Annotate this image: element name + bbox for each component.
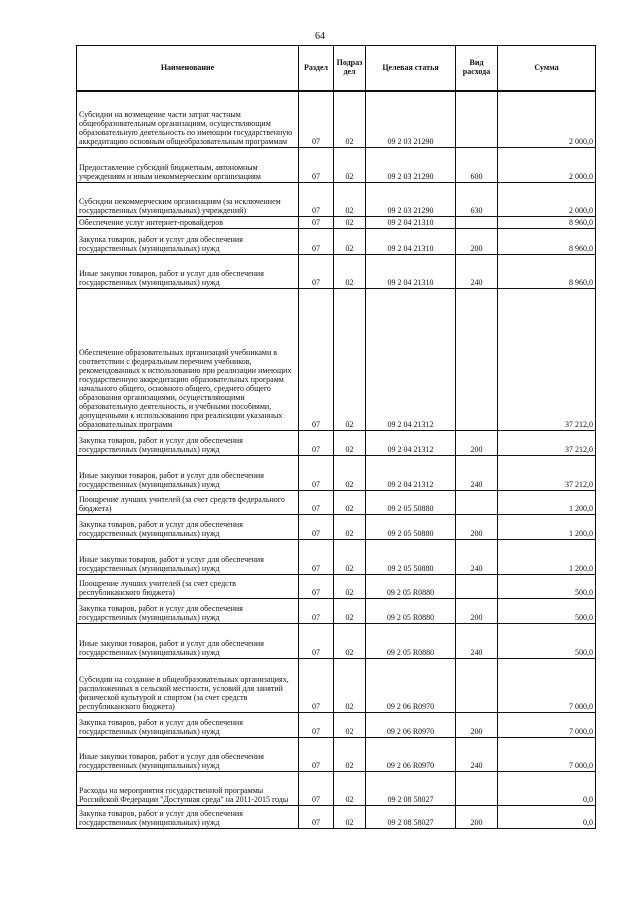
row-name: Закупка товаров, работ и услуг для обеспечения государственных (муниципальных) нужд xyxy=(77,712,299,737)
table-header-row xyxy=(77,46,596,92)
row-target: 09 2 06 R0970 xyxy=(366,737,456,771)
row-target: 09 2 06 R0970 xyxy=(366,712,456,737)
table-row xyxy=(77,455,596,490)
row-type: 240 xyxy=(456,623,498,658)
row-sum: 1 200,0 xyxy=(498,539,596,574)
row-target: 09 2 08 58027 xyxy=(366,771,456,805)
row-subsection: 02 xyxy=(334,771,366,805)
table-row xyxy=(77,623,596,658)
row-type: 200 xyxy=(456,598,498,623)
table-row xyxy=(77,514,596,539)
row-name: Субсидии некоммерческим организациям (за исключением государственных (муниципальных) учреждений) xyxy=(77,182,299,216)
row-type: 240 xyxy=(456,539,498,574)
row-subsection: 02 xyxy=(334,430,366,455)
row-type xyxy=(456,490,498,514)
table-row xyxy=(77,228,596,254)
row-sum: 2 000,0 xyxy=(498,91,596,147)
row-sum: 7 000,0 xyxy=(498,658,596,712)
row-name: Иные закупки товаров, работ и услуг для обеспечения государственных (муниципальных) нужд xyxy=(77,254,299,288)
row-name: Предоставление субсидий бюджетным, автономным учреждениям и иным некоммерческим организациям xyxy=(77,147,299,182)
row-type: 600 xyxy=(456,147,498,182)
row-section: 07 xyxy=(299,514,334,539)
row-section: 07 xyxy=(299,288,334,430)
row-subsection: 02 xyxy=(334,574,366,598)
row-sum: 7 000,0 xyxy=(498,712,596,737)
table-row xyxy=(77,805,596,828)
row-section: 07 xyxy=(299,228,334,254)
row-target: 09 2 04 21310 xyxy=(366,254,456,288)
row-subsection: 02 xyxy=(334,623,366,658)
row-subsection: 02 xyxy=(334,254,366,288)
row-target: 09 2 05 R0880 xyxy=(366,574,456,598)
row-subsection: 02 xyxy=(334,598,366,623)
row-name: Иные закупки товаров, работ и услуг для обеспечения государственных (муниципальных) нужд xyxy=(77,623,299,658)
row-sum: 37 212,0 xyxy=(498,430,596,455)
row-name: Субсидии на создание в общеобразовательных организациях, расположенных в сельской местности, условий для занятий физической культурой и спортом (за счет средств республиканского бюджета) xyxy=(77,658,299,712)
row-section: 07 xyxy=(299,623,334,658)
row-subsection: 02 xyxy=(334,288,366,430)
row-section: 07 xyxy=(299,574,334,598)
row-type xyxy=(456,771,498,805)
row-name: Закупка товаров, работ и услуг для обеспечения государственных (муниципальных) нужд xyxy=(77,598,299,623)
row-sum: 37 212,0 xyxy=(498,455,596,490)
row-name: Субсидии на возмещение части затрат частным общеобразовательным организациям, осуществляющим образовательную деятельность по имеющим государственную аккредитацию основным общеобразовательным программам xyxy=(77,91,299,147)
row-name: Иные закупки товаров, работ и услуг для обеспечения государственных (муниципальных) нужд xyxy=(77,455,299,490)
row-sum: 2 000,0 xyxy=(498,147,596,182)
row-name: Закупка товаров, работ и услуг для обеспечения государственных (муниципальных) нужд xyxy=(77,430,299,455)
page-number: 64 xyxy=(315,31,325,42)
row-target: 09 2 08 58027 xyxy=(366,805,456,828)
row-type xyxy=(456,288,498,430)
row-name: Поощрение лучших учителей (за счет средств республиканского бюджета) xyxy=(77,574,299,598)
row-type: 240 xyxy=(456,254,498,288)
row-name: Расходы на мероприятия государственной программы Российской Федерации "Доступная среда" на 2011-2015 годы xyxy=(77,771,299,805)
row-name: Обеспечение услуг интернет-провайдеров xyxy=(77,216,299,228)
row-section: 07 xyxy=(299,539,334,574)
row-subsection: 02 xyxy=(334,712,366,737)
row-name: Закупка товаров, работ и услуг для обеспечения государственных (муниципальных) нужд xyxy=(77,514,299,539)
row-subsection: 02 xyxy=(334,216,366,228)
row-subsection: 02 xyxy=(334,490,366,514)
row-sum: 0,0 xyxy=(498,805,596,828)
row-type: 200 xyxy=(456,430,498,455)
row-type xyxy=(456,91,498,147)
row-section: 07 xyxy=(299,658,334,712)
row-sum: 1 200,0 xyxy=(498,490,596,514)
row-type xyxy=(456,216,498,228)
row-name: Обеспечение образовательных организаций учебниками в соответствии с федеральным перечнем учебников, рекомендованных к использованию при реализации имеющих государственную аккредитацию образовательных программ начального общего, основного общего, среднего общего образования организациями, осуществляющими образовательную деятельность, и учебными пособиями, допущенными к использованию при реализации указанных образовательных программ xyxy=(77,288,299,430)
row-target: 09 2 05 R0880 xyxy=(366,598,456,623)
row-sum: 500,0 xyxy=(498,598,596,623)
row-subsection: 02 xyxy=(334,182,366,216)
row-type: 240 xyxy=(456,455,498,490)
row-section: 07 xyxy=(299,771,334,805)
row-name: Закупка товаров, работ и услуг для обеспечения государственных (муниципальных) нужд xyxy=(77,805,299,828)
row-target: 09 2 04 21312 xyxy=(366,430,456,455)
table-row xyxy=(77,574,596,598)
row-subsection: 02 xyxy=(334,228,366,254)
row-subsection: 02 xyxy=(334,514,366,539)
row-sum: 500,0 xyxy=(498,574,596,598)
row-subsection: 02 xyxy=(334,455,366,490)
row-section: 07 xyxy=(299,490,334,514)
row-section: 07 xyxy=(299,455,334,490)
table-row xyxy=(77,430,596,455)
row-section: 07 xyxy=(299,598,334,623)
row-sum: 8 960,0 xyxy=(498,254,596,288)
row-type: 630 xyxy=(456,182,498,216)
row-type: 200 xyxy=(456,712,498,737)
header-section: Раздел xyxy=(299,46,334,92)
table-row xyxy=(77,712,596,737)
row-sum: 7 000,0 xyxy=(498,737,596,771)
table-row xyxy=(77,598,596,623)
table-row xyxy=(77,658,596,712)
row-type: 200 xyxy=(456,228,498,254)
header-subsection: Подраз дел xyxy=(334,46,366,92)
row-type: 200 xyxy=(456,514,498,539)
table-row xyxy=(77,771,596,805)
row-type: 200 xyxy=(456,805,498,828)
row-section: 07 xyxy=(299,805,334,828)
header-target: Целевая статья xyxy=(366,46,456,92)
row-name: Закупка товаров, работ и услуг для обеспечения государственных (муниципальных) нужд xyxy=(77,228,299,254)
row-target: 09 2 05 R0880 xyxy=(366,623,456,658)
header-name: Наименование xyxy=(77,46,299,92)
row-subsection: 02 xyxy=(334,91,366,147)
row-name: Иные закупки товаров, работ и услуг для обеспечения государственных (муниципальных) нужд xyxy=(77,539,299,574)
row-target: 09 2 05 50880 xyxy=(366,539,456,574)
row-type: 240 xyxy=(456,737,498,771)
table-row xyxy=(77,737,596,771)
row-name: Поощрение лучших учителей (за счет средств федерального бюджета) xyxy=(77,490,299,514)
row-sum: 1 200,0 xyxy=(498,514,596,539)
row-section: 07 xyxy=(299,182,334,216)
header-type: Вид расхода xyxy=(456,46,498,92)
row-sum: 37 212,0 xyxy=(498,288,596,430)
row-section: 07 xyxy=(299,147,334,182)
row-section: 07 xyxy=(299,737,334,771)
table-row xyxy=(77,288,596,430)
row-name: Иные закупки товаров, работ и услуг для обеспечения государственных (муниципальных) нужд xyxy=(77,737,299,771)
row-subsection: 02 xyxy=(334,147,366,182)
row-type xyxy=(456,574,498,598)
table-row xyxy=(77,539,596,574)
row-sum: 2 000,0 xyxy=(498,182,596,216)
row-target: 09 2 04 21312 xyxy=(366,288,456,430)
table-row xyxy=(77,182,596,216)
row-type xyxy=(456,658,498,712)
row-subsection: 02 xyxy=(334,805,366,828)
row-target: 09 2 03 21290 xyxy=(366,182,456,216)
row-subsection: 02 xyxy=(334,658,366,712)
row-target: 09 2 03 21290 xyxy=(366,147,456,182)
table-row xyxy=(77,216,596,228)
row-section: 07 xyxy=(299,216,334,228)
table-row xyxy=(77,91,596,147)
row-target: 09 2 04 21310 xyxy=(366,216,456,228)
row-target: 09 2 04 21312 xyxy=(366,455,456,490)
budget-table xyxy=(76,45,596,829)
row-sum: 0,0 xyxy=(498,771,596,805)
row-target: 09 2 04 21310 xyxy=(366,228,456,254)
table-row xyxy=(77,490,596,514)
row-section: 07 xyxy=(299,712,334,737)
row-subsection: 02 xyxy=(334,539,366,574)
row-sum: 8 960,0 xyxy=(498,216,596,228)
row-section: 07 xyxy=(299,91,334,147)
row-sum: 8 960,0 xyxy=(498,228,596,254)
row-target: 09 2 06 R0970 xyxy=(366,658,456,712)
row-section: 07 xyxy=(299,254,334,288)
table-row xyxy=(77,147,596,182)
row-target: 09 2 05 50880 xyxy=(366,514,456,539)
table-row xyxy=(77,254,596,288)
row-target: 09 2 05 50880 xyxy=(366,490,456,514)
row-sum: 500,0 xyxy=(498,623,596,658)
row-target: 09 2 03 21290 xyxy=(366,91,456,147)
row-subsection: 02 xyxy=(334,737,366,771)
header-sum: Сумма xyxy=(498,46,596,92)
row-section: 07 xyxy=(299,430,334,455)
